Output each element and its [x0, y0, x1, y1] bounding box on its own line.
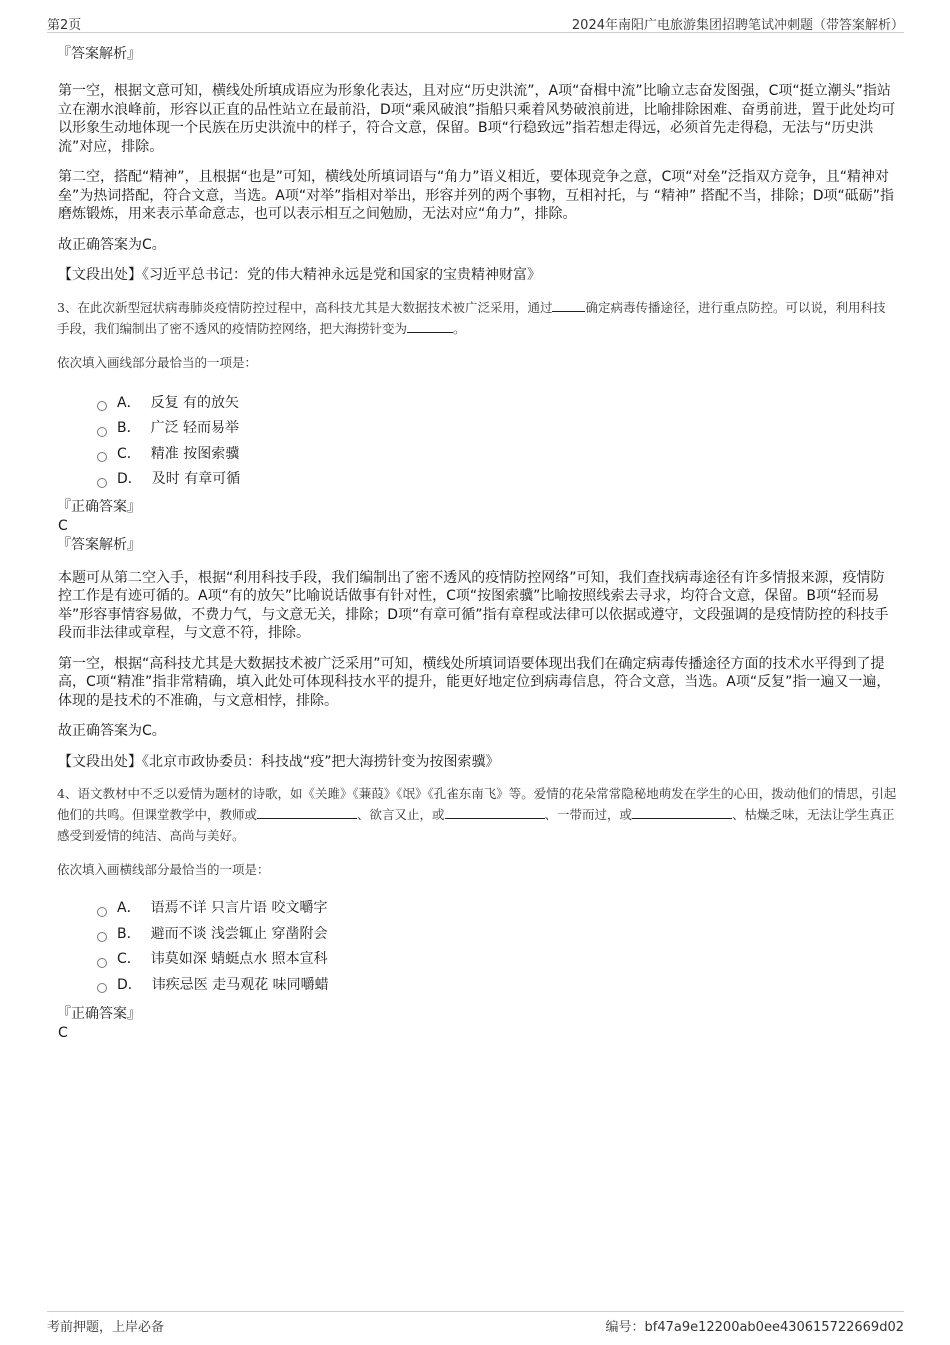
document-title: 2024年南阳广电旅游集团招聘笔试冲刺题（带答案解析）: [571, 18, 904, 33]
q3-option-d[interactable]: D． 及时 有章可循: [97, 467, 897, 493]
q3-option-c[interactable]: C． 精准 按图索骥: [97, 442, 897, 468]
q2-source: 【文段出处】《习近平总书记：党的伟大精神永远是党和国家的宝贵精神财富》: [58, 267, 541, 283]
document-id: 编号：bf47a9e12200ab0ee430615722669d02: [605, 1320, 904, 1335]
page-content: [57, 44, 897, 1042]
q4-answer: C: [58, 1025, 68, 1041]
q4-option-d[interactable]: D． 讳疾忌医 走马观花 味同嚼蜡: [97, 973, 897, 999]
footer-slogan: 考前押题，上岸必备: [47, 1320, 165, 1335]
q4-fill-prompt: 依次填入画横线部分最恰当的一项是：: [57, 862, 270, 877]
q4-blank-2: [445, 806, 545, 819]
q2-conclusion: 故正确答案为C。: [58, 236, 166, 253]
q4-blank-1: [257, 806, 357, 819]
radio-button[interactable]: [97, 958, 107, 968]
q4-option-a[interactable]: A． 语焉不详 只言片语 咬文嚼字: [97, 896, 897, 922]
analysis-tag: 『答案解析』: [57, 536, 141, 553]
radio-button[interactable]: [97, 932, 107, 942]
q3-option-b[interactable]: B． 广泛 轻而易举: [97, 416, 897, 442]
radio-button[interactable]: [97, 983, 107, 993]
q3-option-a[interactable]: A． 反复 有的放矢: [97, 391, 897, 417]
answer-tag: 『正确答案』: [57, 1006, 141, 1022]
q3-analysis-p2: 第一空，根据“高科技尤其是大数据技术被广泛采用”可知，横线处所填词语要体现出我们在确定病毒传播途径方面的技术水平得到了提高，C项“精准”指非常精确，填入此处可体现科技水平的提升，能更好地定位到病毒信息，符合文意，当选。A项“反复”指一遍又一遍，体现的是技术的不准确，与文意相悖，排除。: [58, 655, 891, 709]
q3-answer: C: [58, 517, 68, 534]
q3-conclusion: 故正确答案为C。: [58, 723, 166, 739]
q3-options: [57, 391, 897, 493]
radio-button[interactable]: [97, 427, 107, 437]
q4-option-c[interactable]: C． 讳莫如深 蜻蜓点水 照本宣科: [97, 947, 897, 973]
q3-stem: 3、在此次新型冠状病毒肺炎疫情防控过程中，高科技尤其是大数据技术被广泛采用，通过 确定病毒传播途径，进行重点防控。可以说，利用科技手段，我们编制出了密不透风的疫情防控网络，把大海捞针变为 。: [57, 299, 886, 336]
q2-analysis-p1: 第一空，根据文意可知，横线处所填成语应为形象化表达，且对应“历史洪流”，A项“奋楫中流”比喻立志奋发图强，C项“挺立潮头”指站立在潮水浪峰前，形容以正直的品性站立在最前沿，D项“乘风破浪”指船只乘着风势破浪前进，比喻排除困难、奋勇前进，置于此处均可以形象生动地体现一个民族在历史洪流中的样子，符合文意，保留。B项“行稳致远”指若想走得远，必须首先走得稳，无法与“历史洪流”对应，排除。: [58, 83, 896, 155]
answer-tag: 『正确答案』: [57, 498, 141, 515]
radio-button[interactable]: [97, 401, 107, 411]
q3-blank-1: [552, 299, 585, 312]
q3-fill-prompt: 依次填入画线部分最恰当的一项是：: [57, 354, 258, 370]
page-footer: [47, 1311, 904, 1336]
q3-source: 【文段出处】《北京市政协委员：科技战“疫”把大海捞针变为按图索骥》: [58, 753, 500, 770]
radio-button[interactable]: [97, 907, 107, 917]
analysis-tag: 『答案解析』: [57, 46, 141, 62]
q2-analysis-p2: 第二空，搭配“精神”，且根据“也是”可知，横线处所填词语与“角力”语义相近，要体现竞争之意，C项“对垒”泛指双方竞争，且“精神对垒”为热词搭配，符合文意，当选。A项“对举”指相对举出，形容并列的两个事物，互相衬托，与 “精神” 搭配不当，排除；D项“砥砺”指磨炼锻炼，用来表示革命意志，也可以表示相互之间勉励，无法对应“角力”，排除。: [58, 169, 895, 222]
q3-analysis-p1: 本题可从第二空入手，根据“利用科技手段，我们编制出了密不透风的疫情防控网络”可知，我们查找病毒途径有许多情报来源，疫情防控工作是有迹可循的。A项“有的放矢”比喻说话做事有针对性，C项“按图索骥”比喻按照线索去寻求，均符合文意，保留。B项“轻而易举”形容事情容易做，不费力气，与文意无关，排除；D项“有章可循”指有章程或法律可以依据或遵守，文段强调的是疫情防控的科技手段而非法律或章程，与文意不符，排除。: [58, 569, 889, 641]
q4-stem: 4、语文教材中不乏以爱情为题材的诗歌，如《关雎》《蒹葭》《氓》《孔雀东南飞》等。爱情的花朵常常隐秘地萌发在学生的心田，拨动他们的情思，引起他们的共鸣。但课堂教学中，教师或 、欲言又止，或 、一带而过，或 、枯燥乏味，无法让学生真正感受到爱情的纯洁、高尚与美好。: [57, 786, 897, 843]
q4-blank-3: [632, 806, 732, 819]
q4-options: [57, 896, 897, 998]
page-header: [47, 12, 904, 33]
radio-button[interactable]: [97, 452, 107, 462]
page-number: 第2页: [47, 18, 82, 33]
radio-button[interactable]: [97, 478, 107, 488]
q3-blank-2: [407, 320, 453, 333]
q4-option-b[interactable]: B． 避而不谈 浅尝辄止 穿凿附会: [97, 922, 897, 948]
